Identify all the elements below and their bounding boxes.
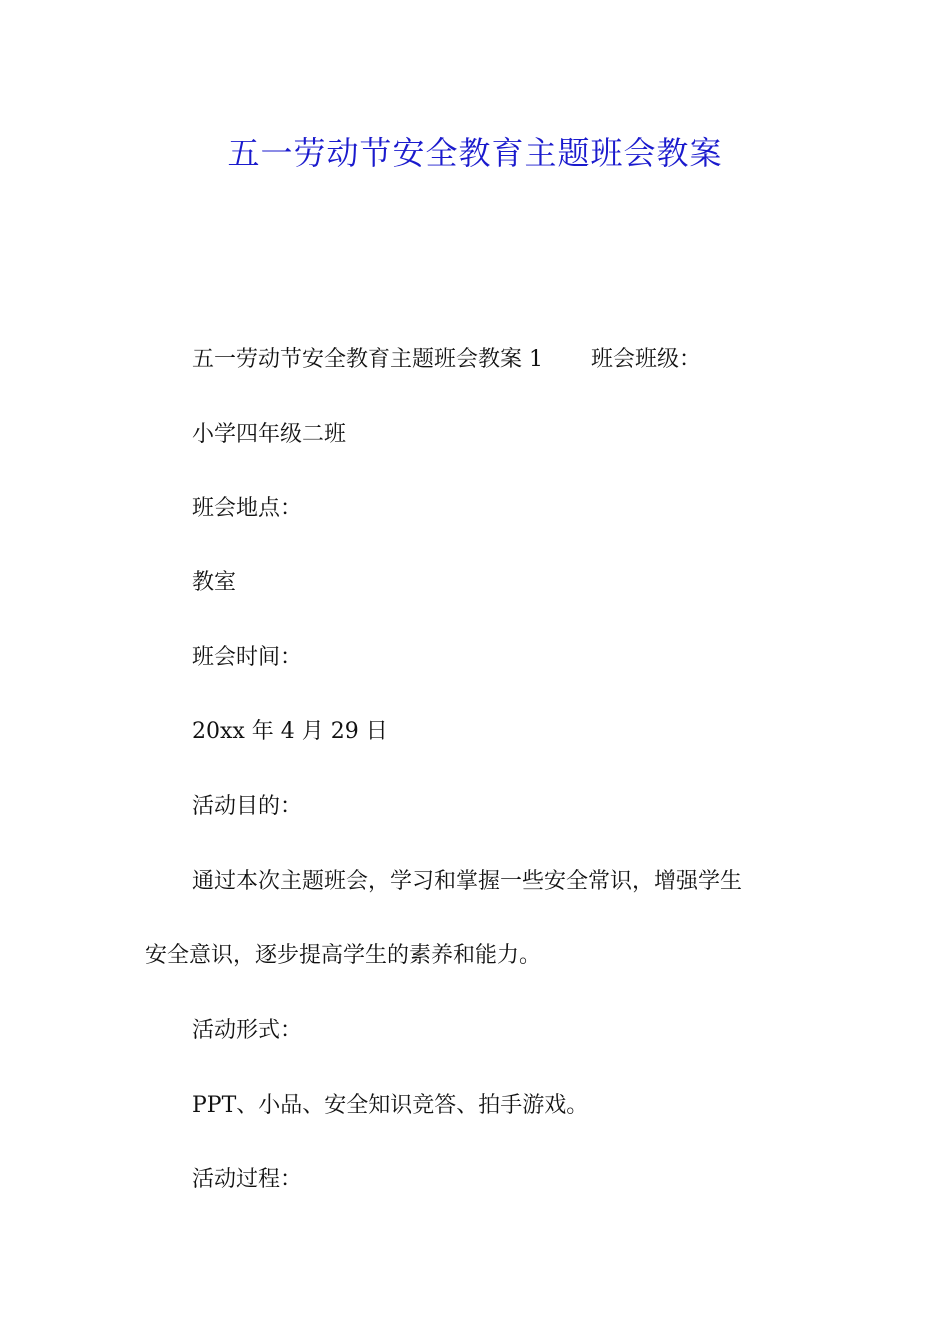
time-value: 20xx 年 4 月 29 日	[192, 719, 388, 744]
form-label: 活动形式：	[192, 1018, 303, 1043]
form-value: PPT、小品、安全知识竞答、拍手游戏。	[192, 1093, 589, 1118]
process-label: 活动过程：	[192, 1167, 303, 1192]
class-label: 班会班级：	[591, 347, 702, 372]
section-heading-row	[192, 345, 701, 375]
document-title: 五一劳动节安全教育主题班会教案	[227, 134, 723, 172]
time-label: 班会时间：	[192, 645, 303, 670]
class-value: 小学四年级二班	[192, 422, 347, 447]
purpose-paragraph-line-2: 安全意识，逐步提高学生的素养和能力。	[145, 943, 542, 968]
purpose-paragraph-line-1: 通过本次主题班会，学习和掌握一些安全常识，增强学生	[192, 869, 743, 894]
section-heading: 五一劳动节安全教育主题班会教案 1	[192, 347, 543, 372]
location-label: 班会地点：	[192, 496, 303, 521]
location-value: 教室	[192, 570, 237, 595]
purpose-label: 活动目的：	[192, 794, 303, 819]
